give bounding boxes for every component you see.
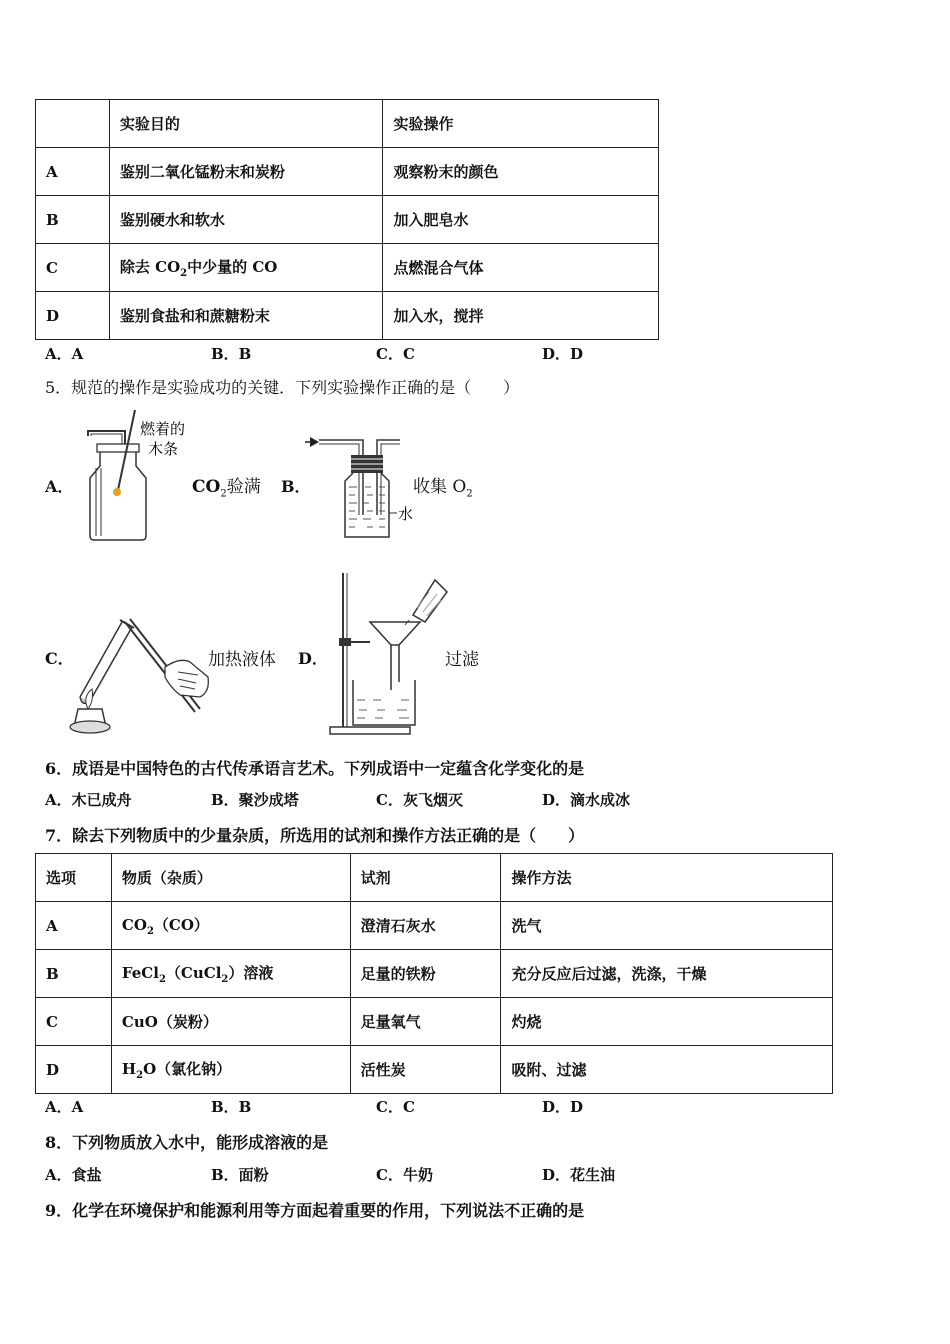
q5-label-b[interactable]: B． bbox=[281, 477, 311, 496]
row-reagent: 活性炭 bbox=[350, 1046, 501, 1094]
row-substance: FeCl$_2$（CuCl$_2$）溶液 bbox=[111, 950, 350, 998]
option-d[interactable]: D．D bbox=[542, 345, 584, 363]
table-header-cell: 试剂 bbox=[350, 854, 501, 902]
table-row bbox=[36, 1046, 833, 1094]
table-header-cell bbox=[36, 100, 110, 148]
option-c[interactable]: C．牛奶 bbox=[376, 1166, 433, 1184]
row-key: D bbox=[36, 292, 110, 340]
table-header-cell: 实验目的 bbox=[109, 100, 383, 148]
option-b[interactable]: B．B bbox=[211, 345, 252, 363]
option-d[interactable]: D．花生油 bbox=[542, 1166, 616, 1184]
table-header-cell: 实验操作 bbox=[383, 100, 659, 148]
option-b[interactable]: B．聚沙成塔 bbox=[211, 791, 299, 809]
experiment-table bbox=[35, 99, 659, 340]
q5-caption-d: 过滤 bbox=[445, 650, 479, 670]
option-a[interactable]: A．木已成舟 bbox=[45, 791, 132, 809]
option-c[interactable]: C．灰飞烟灭 bbox=[376, 791, 463, 809]
q8-stem: 8．下列物质放入水中，能形成溶液的是 bbox=[45, 1133, 329, 1152]
row-key: B bbox=[36, 950, 112, 998]
heat-liquid-figure bbox=[70, 617, 210, 737]
row-key: B bbox=[36, 196, 110, 244]
option-a[interactable]: A．A bbox=[45, 345, 84, 363]
table-row bbox=[36, 998, 833, 1046]
option-c[interactable]: C．C bbox=[376, 1098, 415, 1116]
option-c[interactable]: C．C bbox=[376, 345, 415, 363]
row-purpose: 鉴别二氧化锰粉末和炭粉 bbox=[109, 148, 383, 196]
q5-label-c[interactable]: C． bbox=[45, 649, 74, 668]
row-substance: $H_2O$（氯化钠） bbox=[111, 1046, 350, 1094]
q5-stem: 5．规范的操作是实验成功的关键．下列实验操作正确的是（ ） bbox=[45, 378, 520, 397]
table-header-row bbox=[36, 100, 659, 148]
row-purpose: 鉴别食盐和和蔗糖粉末 bbox=[109, 292, 383, 340]
table-row bbox=[36, 148, 659, 196]
option-b[interactable]: B．面粉 bbox=[211, 1166, 269, 1184]
row-operation: 加入水，搅拌 bbox=[383, 292, 659, 340]
table-header-cell: 选项 bbox=[36, 854, 112, 902]
q5-caption-c: 加热液体 bbox=[208, 650, 276, 670]
q9-stem: 9．化学在环境保护和能源利用等方面起着重要的作用，下列说法不正确的是 bbox=[45, 1201, 585, 1220]
row-operation: 加入肥皂水 bbox=[383, 196, 659, 244]
table-row bbox=[36, 244, 659, 292]
water-label: 水 bbox=[398, 506, 414, 523]
burning-stick-label: 燃着的 bbox=[140, 421, 186, 438]
q5-caption-a: $CO_2$验满 bbox=[192, 477, 261, 500]
row-reagent: 澄清石灰水 bbox=[350, 902, 501, 950]
collect-o2-figure bbox=[305, 435, 415, 540]
table-row bbox=[36, 196, 659, 244]
row-operation: 观察粉末的颜色 bbox=[383, 148, 659, 196]
row-reagent: 足量的铁粉 bbox=[350, 950, 501, 998]
row-method: 吸附、过滤 bbox=[501, 1046, 833, 1094]
option-a[interactable]: A．食盐 bbox=[45, 1166, 102, 1184]
table-header-cell: 操作方法 bbox=[501, 854, 833, 902]
row-method: 灼烧 bbox=[501, 998, 833, 1046]
row-key: A bbox=[36, 902, 112, 950]
q7-stem: 7．除去下列物质中的少量杂质，所选用的试剂和操作方法正确的是（ ） bbox=[45, 826, 585, 845]
impurity-removal-table bbox=[35, 853, 833, 1094]
row-key: D bbox=[36, 1046, 112, 1094]
table-header-cell: 物质（杂质） bbox=[111, 854, 350, 902]
row-key: C bbox=[36, 998, 112, 1046]
table-row bbox=[36, 950, 833, 998]
table-row bbox=[36, 902, 833, 950]
row-operation: 点燃混合气体 bbox=[383, 244, 659, 292]
row-substance: $CO_2(CO)$ bbox=[111, 902, 350, 950]
option-b[interactable]: B．B bbox=[211, 1098, 252, 1116]
row-purpose: 除去 $CO_2$中少量的 CO bbox=[109, 244, 383, 292]
row-key: A bbox=[36, 148, 110, 196]
option-d[interactable]: D．滴水成冰 bbox=[542, 791, 631, 809]
q5-label-a[interactable]: A． bbox=[45, 477, 74, 496]
row-substance: CuO（炭粉） bbox=[111, 998, 350, 1046]
row-key: C bbox=[36, 244, 110, 292]
row-method: 充分反应后过滤，洗涤，干燥 bbox=[501, 950, 833, 998]
q5-label-d[interactable]: D． bbox=[298, 649, 328, 668]
row-purpose: 鉴别硬水和软水 bbox=[109, 196, 383, 244]
row-reagent: 足量氧气 bbox=[350, 998, 501, 1046]
q5-caption-b: 收集 $O_2$ bbox=[413, 477, 473, 500]
q6-stem: 6．成语是中国特色的古代传承语言艺术。下列成语中一定蕴含化学变化的是 bbox=[45, 759, 585, 778]
option-d[interactable]: D．D bbox=[542, 1098, 584, 1116]
table-header-row bbox=[36, 854, 833, 902]
co2-full-check-figure bbox=[70, 408, 190, 543]
option-a[interactable]: A．A bbox=[45, 1098, 84, 1116]
table-row bbox=[36, 292, 659, 340]
stick-label: 木条 bbox=[148, 441, 179, 458]
row-method: 洗气 bbox=[501, 902, 833, 950]
filtration-figure bbox=[325, 570, 450, 735]
